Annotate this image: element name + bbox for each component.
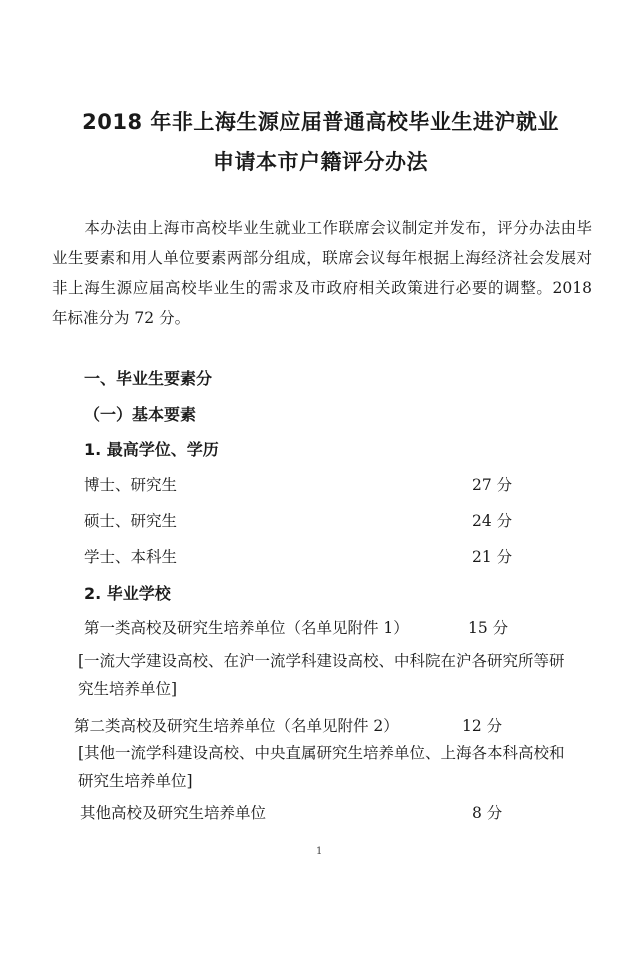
- degree-score: 21 分: [472, 548, 513, 566]
- document-title-line1: 2018 年非上海生源应届普通高校毕业生进沪就业: [82, 110, 559, 134]
- school-note: [一流大学建设高校、在沪一流学科建设高校、中科院在沪各研究所等研究生培养单位]: [78, 652, 565, 698]
- degree-score: 27 分: [472, 476, 513, 494]
- document-title-line2: 申请本市户籍评分办法: [213, 150, 428, 174]
- degree-score: 24 分: [472, 512, 513, 530]
- degree-label: 博士、研究生: [84, 476, 178, 494]
- degree-label: 学士、本科生: [84, 548, 178, 566]
- school-label: 第二类高校及研究生培养单位（名单见附件 2）: [74, 717, 399, 735]
- item-heading-degree: 1. 最高学位、学历: [84, 440, 219, 459]
- school-score: 12 分: [462, 717, 503, 735]
- section-heading: 一、毕业生要素分: [84, 369, 213, 388]
- item-heading-school: 2. 毕业学校: [84, 584, 171, 603]
- school-note: [其他一流学科建设高校、中央直属研究生培养单位、上海各本科高校和研究生培养单位]: [78, 744, 565, 790]
- intro-text: 本办法由上海市高校毕业生就业工作联席会议制定并发布，评分办法由毕业生要素和用人单位要素两部分组成，联席会议每年根据上海经济社会发展对非上海生源应届高校毕业生的需求及市政府相关政策进行必要的调整。2018 年标准分为 72 分。: [52, 219, 592, 327]
- school-score: 8 分: [472, 804, 503, 822]
- school-label: 第一类高校及研究生培养单位（名单见附件 1）: [84, 619, 409, 637]
- degree-label: 硕士、研究生: [84, 512, 178, 530]
- intro-paragraph: [52, 213, 592, 333]
- school-label: 其他高校及研究生培养单位: [80, 804, 267, 822]
- school-score: 15 分: [468, 619, 509, 637]
- page-number: 1: [316, 846, 323, 857]
- subsection-heading: （一）基本要素: [84, 405, 197, 424]
